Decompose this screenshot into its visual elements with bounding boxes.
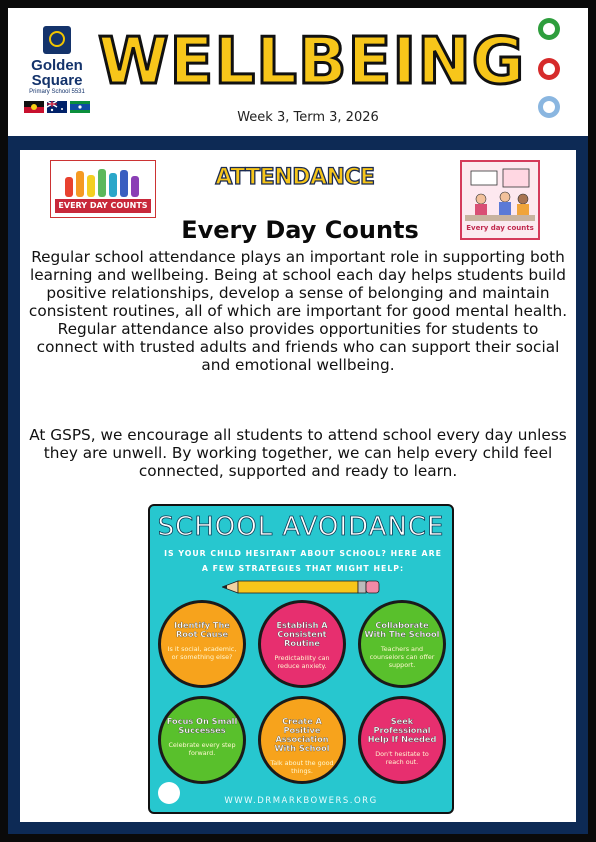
header (8, 8, 588, 136)
poster-website: WWW.DRMARKBOWERS.ORG (224, 796, 378, 806)
tip-body: Predictability can reduce anxiety. (274, 654, 330, 670)
tip-title: Identify The Root Cause (174, 620, 230, 639)
tip-title: Focus On Small Successes (166, 716, 238, 735)
tip-body: Don't hesitate to reach out. (375, 750, 429, 766)
tip-collaborate-school (358, 600, 446, 688)
classroom-scene-icon (465, 165, 535, 221)
green-badge-icon (538, 18, 560, 40)
tip-body: Is it social, academic, or something else? (167, 645, 237, 661)
raised-hands-icon (55, 165, 151, 199)
attendance-banner: ATTENDANCE (215, 165, 375, 190)
tip-title: Create A Positive Association With School (274, 716, 330, 753)
wellbeing-title (98, 25, 526, 99)
right-image-caption: Every day counts (466, 224, 534, 232)
section-heading: Every Day Counts (181, 216, 419, 244)
blue-badge-icon (538, 96, 560, 118)
tip-professional-help (358, 696, 446, 784)
issue-date: Week 3, Term 3, 2026 (237, 110, 379, 125)
left-image-caption: EVERY DAY COUNTS (55, 199, 151, 213)
school-avoidance-poster (148, 504, 454, 814)
attendance-section (20, 150, 576, 822)
poster-title: SCHOOL AVOIDANCE (157, 512, 445, 542)
school-crest-icon (43, 26, 71, 54)
torres-strait-flag-icon (70, 101, 90, 113)
tip-identify-root-cause (158, 600, 246, 688)
tip-small-successes (158, 696, 246, 784)
tip-consistent-routine (258, 600, 346, 688)
tip-body: Celebrate every step forward. (168, 741, 236, 757)
tip-title: Seek Professional Help If Needed (367, 716, 437, 744)
school-name: Golden Square (31, 57, 83, 89)
paragraph-attendance: Regular school attendance plays an important role in supporting both learning and wellbeing. Being at school each day helps students build positive relationships, develop a sense of belonging and maintain consistent routines, all of which are important for good mental health. Regular attendance also provides opportunities for students to connect with trusted adults and friends who can support their social and emotional wellbeing. (28, 248, 568, 374)
every-day-counts-graphic (50, 160, 156, 218)
pencil-icon (222, 580, 380, 594)
tip-body: Talk about the good things. (270, 759, 334, 775)
tip-title: Collaborate With The School (364, 620, 440, 639)
content-frame (8, 136, 588, 834)
tip-title: Establish A Consistent Routine (276, 620, 328, 648)
australian-flag-icon (47, 101, 67, 113)
tip-body: Teachers and counselors can offer support. (369, 645, 435, 669)
school-number: Primary School 5531 (29, 89, 85, 95)
newsletter-page (8, 8, 588, 834)
red-badge-icon (538, 58, 560, 80)
poster-subtitle: IS YOUR CHILD HESITANT ABOUT SCHOOL? HERE ARE A FEW STRATEGIES THAT MIGHT HELP: (164, 549, 442, 573)
aboriginal-flag-icon (24, 101, 44, 113)
paragraph-gsps: At GSPS, we encourage all students to attend school every day unless they are unwell. By working together, we can help every child feel connected, supported and ready to learn. (29, 426, 567, 480)
page-title: WELLBEING (98, 25, 526, 99)
tip-positive-association (258, 696, 346, 784)
school-logo (22, 26, 92, 113)
flags (22, 101, 92, 113)
